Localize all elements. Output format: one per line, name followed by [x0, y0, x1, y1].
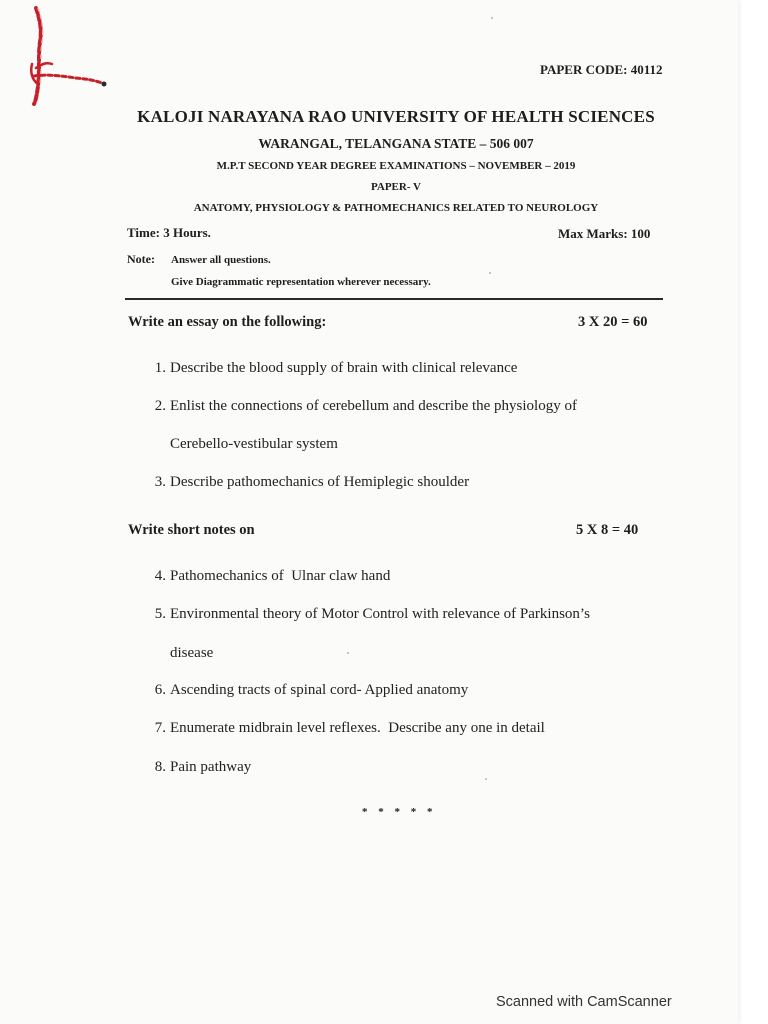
university-address: WARANGAL, TELANGANA STATE – 506 007: [258, 136, 534, 151]
question-number: 7.: [154, 720, 166, 736]
question-text: Enumerate midbrain level reflexes. Describe any one in detail: [170, 720, 545, 736]
short-notes-section-marks: 5 X 8 = 40: [576, 522, 639, 538]
question-number: 1.: [154, 360, 166, 376]
question-number: 2.: [154, 398, 166, 414]
short-notes-section-title: Write short notes on: [128, 522, 255, 538]
question-number: 3.: [154, 474, 166, 490]
question-text: Enlist the connections of cerebellum and describe the physiology of: [170, 398, 577, 414]
question-text-continued: disease: [170, 645, 214, 661]
essay-section-marks: 3 X 20 = 60: [578, 314, 648, 330]
scan-speck: [485, 778, 487, 780]
question-text: Pain pathway: [170, 759, 252, 775]
question-text: Describe the blood supply of brain with clinical relevance: [170, 360, 518, 376]
note-line: Answer all questions.: [171, 254, 271, 266]
end-of-paper-mark: * * * * *: [362, 806, 437, 818]
question-text: Describe pathomechanics of Hemiplegic shoulder: [170, 474, 470, 490]
question-text: Environmental theory of Motor Control with relevance of Parkinson’s: [170, 606, 590, 622]
red-thread-tag-icon: [28, 6, 108, 106]
camscanner-watermark: Scanned with CamScanner: [496, 994, 672, 1010]
scan-speck: [491, 17, 493, 19]
scan-speck: [489, 272, 491, 274]
question-number: 8.: [154, 759, 166, 775]
paper-number: PAPER- V: [370, 181, 421, 193]
exam-duration: Time: 3 Hours.: [127, 225, 211, 240]
question-number: 6.: [154, 682, 166, 698]
question-text: Pathomechanics of Ulnar claw hand: [170, 568, 391, 584]
question-number: 4.: [154, 568, 166, 584]
scan-speck: [347, 652, 349, 654]
paper-code: PAPER CODE: 40112: [540, 62, 663, 77]
subject-title: ANATOMY, PHYSIOLOGY & PATHOMECHANICS RELATED TO NEUROLOGY: [193, 202, 599, 214]
university-name: KALOJI NARAYANA RAO UNIVERSITY OF HEALTH SCIENCES: [137, 107, 655, 126]
question-number: 5.: [154, 606, 166, 622]
header-divider: [125, 298, 663, 300]
exam-title: M.P.T SECOND YEAR DEGREE EXAMINATIONS – NOVEMBER – 2019: [216, 160, 576, 172]
max-marks: Max Marks: 100: [558, 226, 651, 241]
note-label: Note:: [127, 252, 155, 266]
essay-section-title: Write an essay on the following:: [128, 314, 327, 330]
note-line: Give Diagrammatic representation wherever necessary.: [171, 276, 431, 288]
question-text-continued: Cerebello-vestibular system: [170, 436, 338, 452]
question-text: Ascending tracts of spinal cord- Applied anatomy: [170, 682, 469, 698]
